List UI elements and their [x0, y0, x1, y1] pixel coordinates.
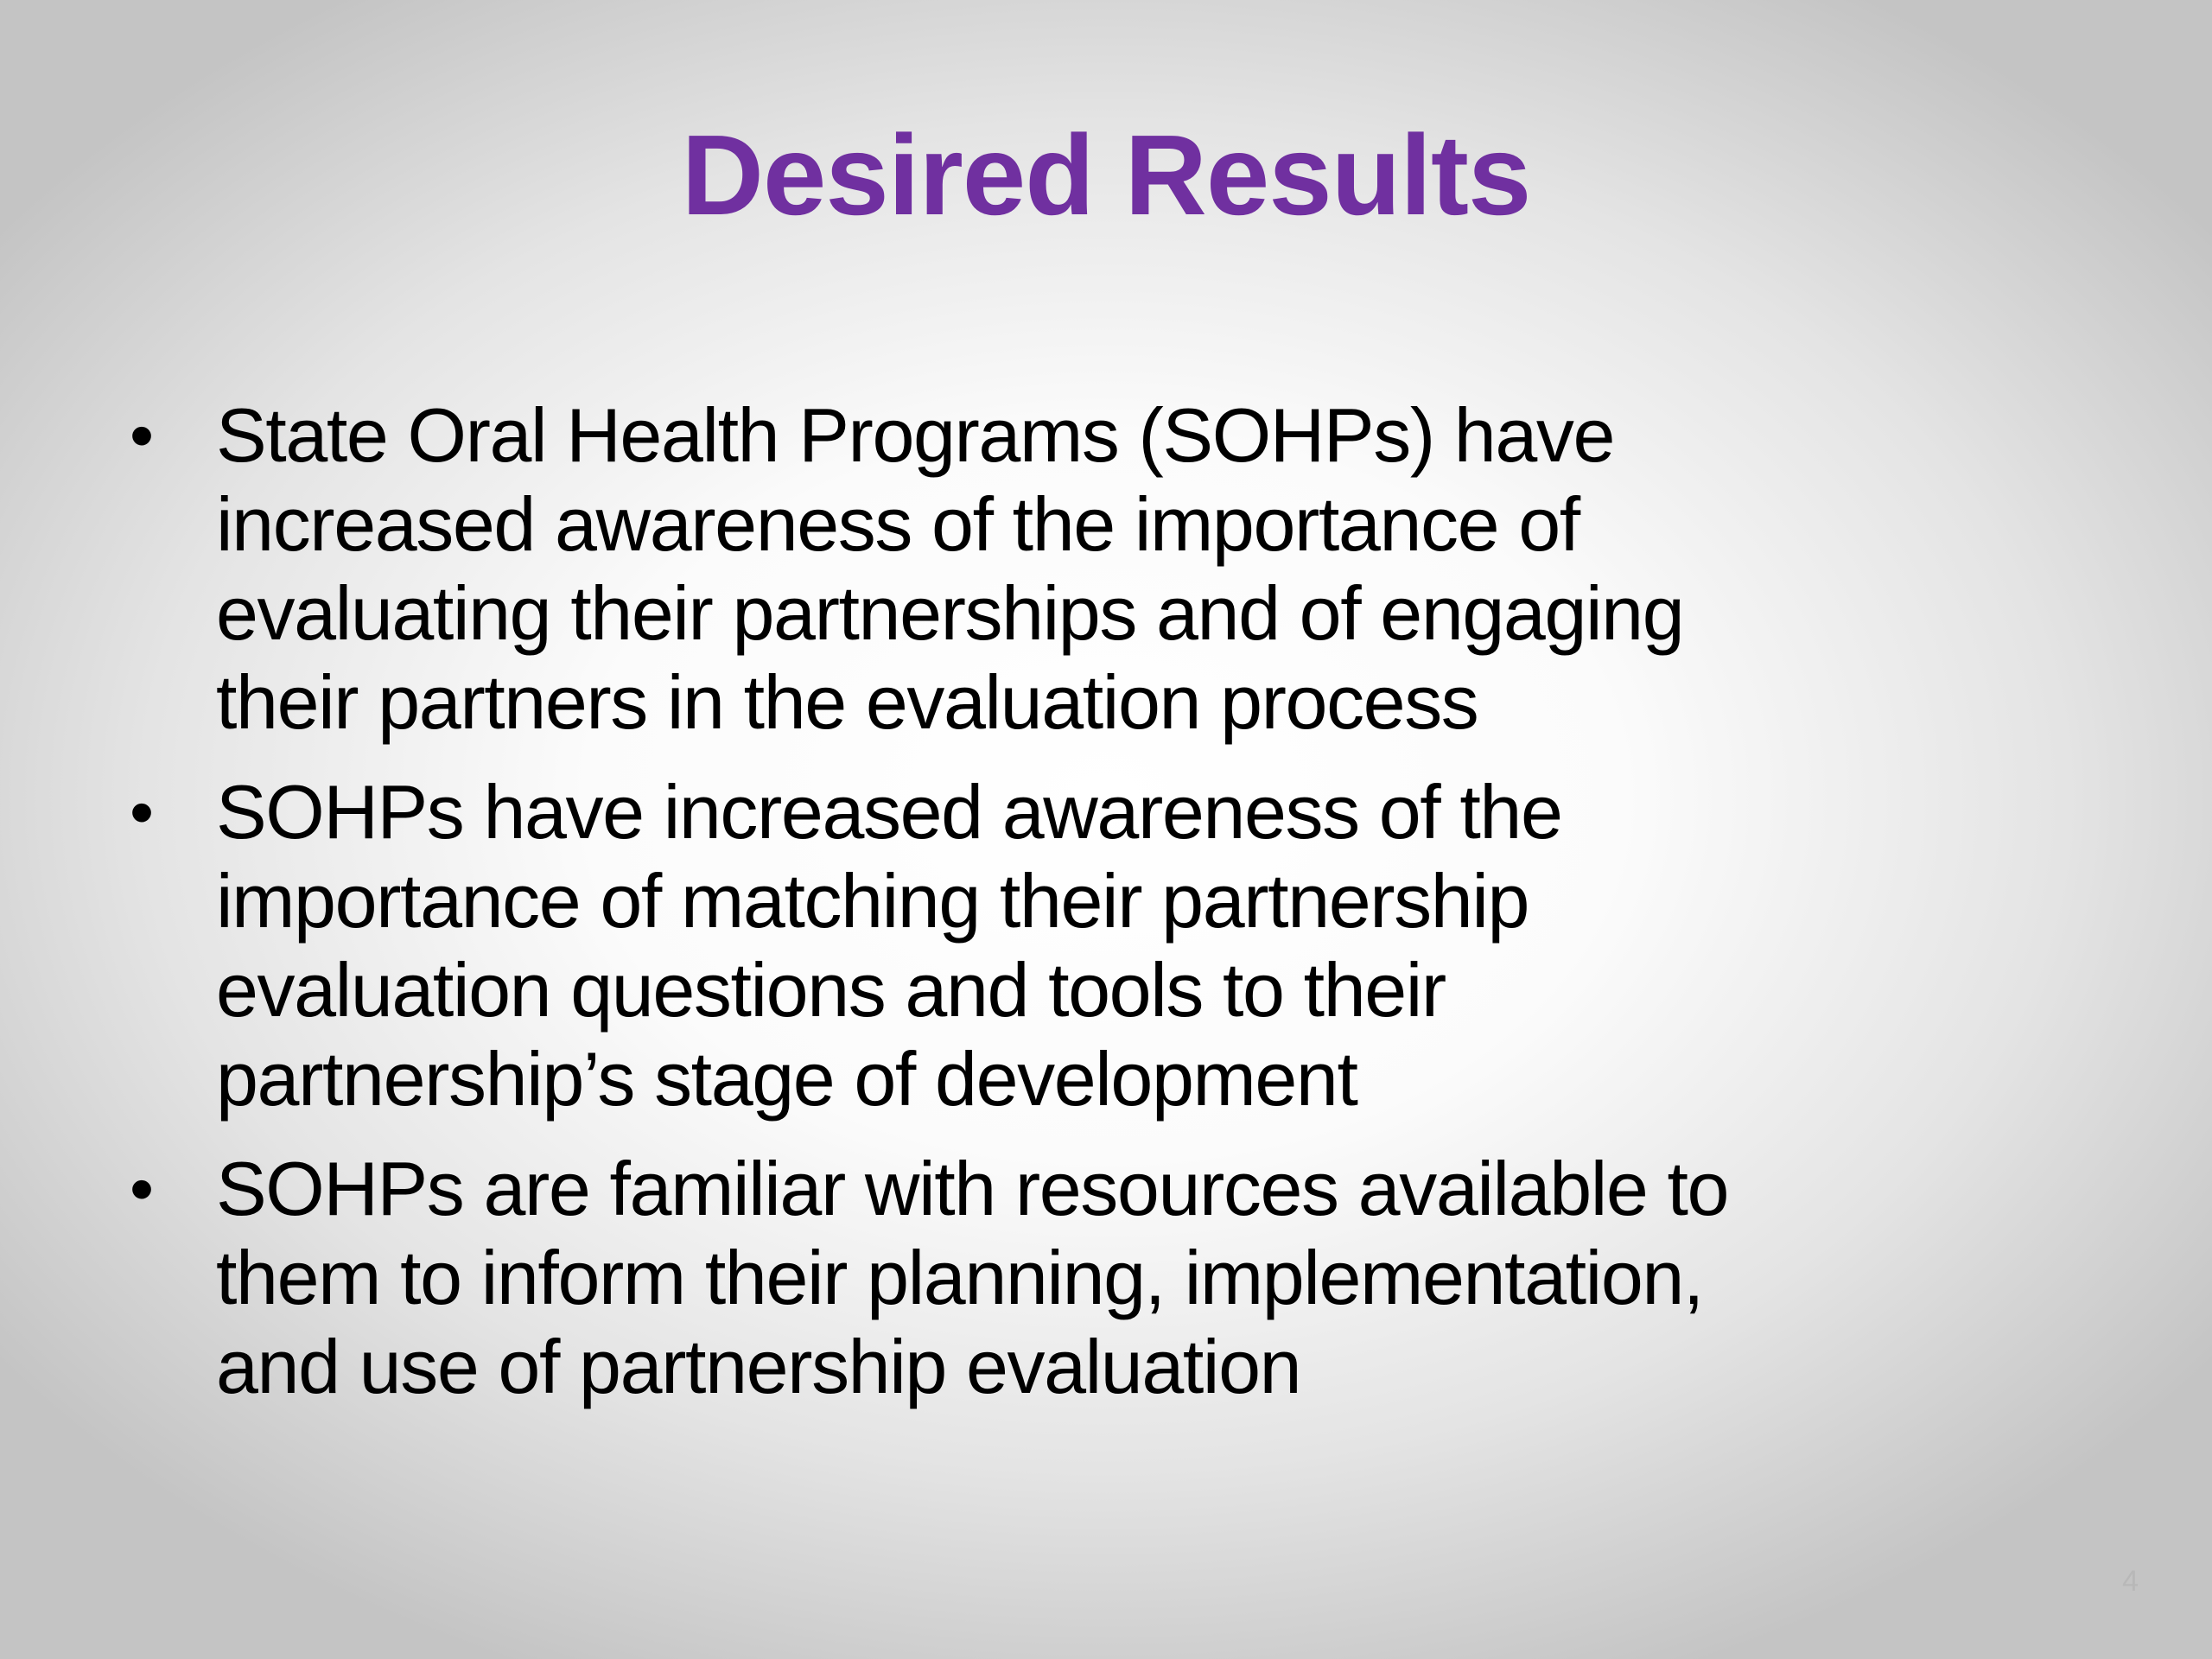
bullet-line: importance of matching their partnership — [216, 858, 1529, 944]
bullet-line: partnership’s stage of development — [216, 1036, 1357, 1122]
bullet-line: and use of partnership evaluation — [216, 1324, 1301, 1409]
bullet-line: State Oral Health Programs (SOHPs) have — [216, 392, 1615, 478]
bullet-line: their partners in the evaluation process — [216, 659, 1478, 745]
bullet-item — [130, 391, 2117, 747]
bullet-line: evaluating their partnerships and of engaging — [216, 570, 1684, 656]
bullet-dot-icon: • — [130, 1150, 155, 1227]
bullet-item — [130, 767, 2117, 1123]
bullet-line: SOHPs have increased awareness of the — [216, 769, 1562, 855]
slide-title: Desired Results — [681, 111, 1531, 238]
bullet-dot-icon: • — [130, 397, 155, 474]
bullet-line: evaluation questions and tools to their — [216, 947, 1446, 1033]
bullet-dot-icon: • — [130, 773, 155, 850]
slide-number: 4 — [2122, 1565, 2139, 1598]
bullet-item — [130, 1144, 2117, 1411]
bullet-line: SOHPs are familiar with resources available to — [216, 1146, 1729, 1231]
bullet-list — [130, 391, 2117, 1432]
bullet-line: increased awareness of the importance of — [216, 481, 1580, 567]
bullet-line: them to inform their planning, implementation, — [216, 1235, 1703, 1320]
